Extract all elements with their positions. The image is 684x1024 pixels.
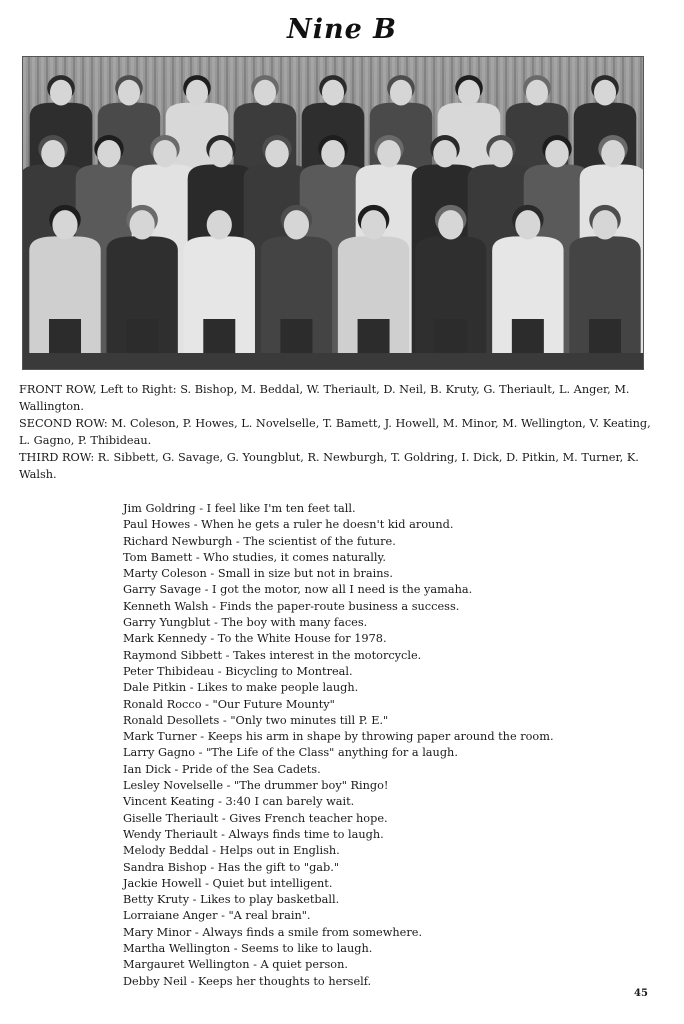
quote-line: Giselle Theriault - Gives French teacher hope. [123, 811, 388, 825]
student-legs [280, 319, 312, 353]
caption-third-row: THIRD ROW: R. Sibbett, G. Savage, G. Youngblut, R. Newburgh, T. Goldring, I. Dick, D. Pitkin, M. Turner, K. Walsh. [19, 451, 639, 481]
quote-line: Ronald Rocco - "Our Future Mounty" [123, 697, 335, 711]
class-group-photo-icon [23, 57, 643, 369]
student-face [284, 210, 309, 239]
quote-line: Ronald Desollets - "Only two minutes till P. E." [123, 713, 389, 727]
quote-line: Melody Beddal - Helps out in English. [123, 844, 340, 858]
student-face [52, 210, 77, 239]
quote-line: Wendy Theriault - Always finds time to laugh. [123, 827, 384, 841]
quote-line: Sandra Bishop - Has the gift to "gab." [123, 860, 340, 874]
student-face [526, 80, 548, 106]
quote-line: Margauret Wellington - A quiet person. [123, 958, 348, 972]
quote-line: Mark Kennedy - To the White House for 1978. [123, 632, 387, 646]
quote-line: Raymond Sibbett - Takes interest in the motorcycle. [123, 648, 422, 662]
student-face [377, 140, 401, 167]
student-face [592, 210, 617, 239]
student-face [118, 80, 140, 106]
student-face [594, 80, 616, 106]
quote-line: Kenneth Walsh - Finds the paper-route business a success. [123, 599, 460, 613]
student-legs [512, 319, 544, 353]
student-face [458, 80, 480, 106]
student-face [254, 80, 276, 106]
quote-line: Paul Howes - When he gets a ruler he doesn't kid around. [123, 518, 454, 532]
quote-line: Garry Savage - I got the motor, now all I need is the yamaha. [123, 583, 473, 597]
student-face [545, 140, 569, 167]
photo-caption [19, 381, 659, 483]
student-face [186, 80, 208, 106]
quote-line: Martha Wellington - Seems to like to laugh. [123, 942, 373, 956]
quote-line: Peter Thibideau - Bicycling to Montreal. [123, 664, 353, 678]
class-photo [22, 56, 644, 370]
student-face [390, 80, 412, 106]
quote-line: Mary Minor - Always finds a smile from somewhere. [123, 925, 423, 939]
quote-line: Jackie Howell - Quiet but intelligent. [123, 876, 333, 890]
student-face [209, 140, 233, 167]
quote-line: Betty Kruty - Likes to play basketball. [123, 893, 340, 907]
quote-line: Vincent Keating - 3:40 I can barely wait. [123, 795, 355, 809]
quote-line: Lorraiane Anger - "A real brain". [123, 909, 311, 923]
quote-line: Tom Bamett - Who studies, it comes naturally. [123, 550, 386, 564]
student-face [515, 210, 540, 239]
student-face [153, 140, 177, 167]
student-face [601, 140, 625, 167]
quote-line: Jim Goldring - I feel like I'm ten feet tall. [123, 502, 356, 515]
quote-line: Lesley Novelselle - "The drummer boy" Ringo! [123, 779, 389, 793]
caption-second-row: SECOND ROW: M. Coleson, P. Howes, L. Novelselle, T. Bamett, J. Howell, M. Minor, M. Wellington, V. Keating, L. Gagno, P. Thibideau. [19, 417, 651, 447]
student-quotes-list [123, 501, 643, 990]
student-legs [49, 319, 81, 353]
quote-line: Debby Neil - Keeps her thoughts to herself. [123, 974, 372, 988]
student-face [130, 210, 155, 239]
student-legs [126, 319, 158, 353]
student-face [321, 140, 345, 167]
quote-line: Garry Yungblut - The boy with many faces. [123, 616, 368, 630]
quote-line: Richard Newburgh - The scientist of the future. [123, 534, 396, 548]
quote-line: Mark Turner - Keeps his arm in shape by throwing paper around the room. [123, 730, 554, 744]
student-face [41, 140, 65, 167]
student-face [433, 140, 457, 167]
page-number: 45 [634, 988, 648, 999]
quote-line: Marty Coleson - Small in size but not in brains. [123, 567, 393, 581]
student-face [97, 140, 121, 167]
student-face [207, 210, 232, 239]
student-face [50, 80, 72, 106]
page-title: Nine B [287, 14, 397, 45]
student-face [322, 80, 344, 106]
quote-line: Dale Pitkin - Likes to make people laugh. [123, 681, 359, 695]
student-legs [203, 319, 235, 353]
quote-line: Larry Gagno - "The Life of the Class" anything for a laugh. [123, 746, 458, 760]
quote-line: Ian Dick - Pride of the Sea Cadets. [123, 762, 321, 776]
student-face [361, 210, 386, 239]
caption-front-row: FRONT ROW, Left to Right: S. Bishop, M. Beddal, W. Theriault, D. Neil, B. Kruty, G. Theriault, L. Anger, M. Wallington. [19, 383, 630, 413]
student-legs [435, 319, 467, 353]
student-face [265, 140, 289, 167]
student-legs [358, 319, 390, 353]
student-face [489, 140, 513, 167]
student-face [438, 210, 463, 239]
student-legs [589, 319, 621, 353]
